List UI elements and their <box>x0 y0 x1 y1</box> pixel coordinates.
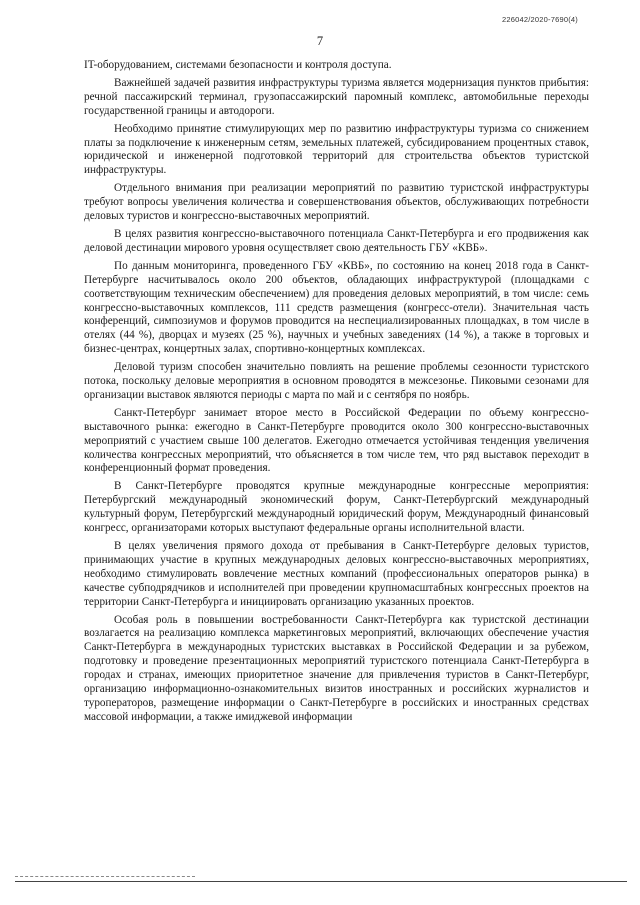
document-body <box>84 59 589 725</box>
document-registration-number: 226042/2020-7690(4) <box>502 15 578 24</box>
paragraph-9: В Санкт-Петербурге проводятся крупные международные конгрессные мероприятия: Петербургский международный экономический форум, Санкт-Петербургский международный культурный форум, Петербургский международный юридический форум, Международный финансовый конгресс, организаторами которых выступают федеральные органы исполнительной власти. <box>84 480 589 535</box>
paragraph-7: Деловой туризм способен значительно повлиять на решение проблемы сезонности туристского потока, поскольку деловые мероприятия в основном проводятся в межсезонье. Пиковыми сезонами для организации выставок являются периоды с марта по май и с сентября по ноябрь. <box>84 361 589 401</box>
paragraph-6: По данным мониторинга, проведенного ГБУ «КВБ», по состоянию на конец 2018 года в Санкт-Петербурге насчитывалось около 200 объектов, обладающих инфраструктурой (площадками с соответствующим техническим обеспечением) для проведения деловых мероприятий, в том числе: семь конгрессно-выставочных комплексов, 111 средств размещения (конгресс-отели). Значительная часть конференций, симпозиумов и форумов проводится на неспециализированных площадках, в том числе в отелях (44 %), дворцах и музеях (25 %), научных и учебных заведениях (14 %), а также в торговых и бизнес-центрах, концертных залах, спортивно-концертных комплексах. <box>84 259 589 356</box>
paragraph-11: Особая роль в повышении востребованности Санкт-Петербурга как туристской дестинации возлагается на реализацию комплекса маркетинговых мероприятий, включающих обеспечение участия Санкт-Петербурга в международных туристских выставках в Российской Федерации и за рубежом, подготовку и проведение презентационных мероприятий туристского потенциала Санкт-Петербурга в городах и странах, имеющих приоритетное значение для привлечения туристов в Санкт-Петербург, организацию информационно-ознакомительных визитов иностранных и российских журналистов и туроператоров, размещение информации о Санкт-Петербурге в российских и иностранных средствах массовой информации, а также имиджевой информации <box>84 613 589 723</box>
paragraph-3: Необходимо принятие стимулирующих мер по развитию инфраструктуры туризма со снижением платы за подключение к инженерным сетям, земельных платежей, субсидированием процентных ставок, юридической и инженерной подготовкой территорий для строительства объектов туристской инфраструктуры. <box>84 122 589 177</box>
paragraph-10: В целях увеличения прямого дохода от пребывания в Санкт-Петербурге деловых туристов, принимающих участие в крупных международных деловых конгрессно-выставочных мероприятиях, необходимо стимулировать вовлечение местных компаний (профессиональных операторов рынка) в качестве субподрядчиков и исполнителей при проведении крупномасштабных конгрессных проектов на территории Санкт-Петербурга и инициировать организацию указанных проектов. <box>84 540 589 608</box>
page-number: 7 <box>316 34 324 48</box>
paragraph-2: Важнейшей задачей развития инфраструктуры туризма является модернизация пунктов прибытия: речной пассажирский терминал, грузопассажирский паромный комплекс, автомобильные переходы государственной границы и автодороги. <box>84 76 589 117</box>
page-bottom-rule <box>15 881 627 882</box>
paragraph-4: Отдельного внимания при реализации мероприятий по развитию туристской инфраструктуры требуют вопросы увеличения количества и совершенствования объектов, обслуживающих потребности деловых туристов и конгрессно-выставочных мероприятий. <box>84 182 589 223</box>
paragraph-1: IT-оборудованием, системами безопасности и контроля доступа. <box>84 59 392 71</box>
paragraph-8: Санкт-Петербург занимает второе место в Российской Федерации по объему конгрессно-выставочного рынка: ежегодно в Санкт-Петербурге проводится около 300 конгрессно-выставочных мероприятий с участием свыше 100 делегатов. Ежегодно отмечается устойчивая тенденция увеличения количества конгрессных мероприятий, что объясняется в том числе тем, что ряд выставок переходит в конференционный формат проведения. <box>84 406 589 475</box>
paragraph-5: В целях развития конгрессно-выставочного потенциала Санкт-Петербурга и его продвижения как деловой дестинации мирового уровня осуществляет свою деятельность ГБУ «КВБ». <box>84 227 589 254</box>
scan-artifact-line <box>15 876 195 877</box>
